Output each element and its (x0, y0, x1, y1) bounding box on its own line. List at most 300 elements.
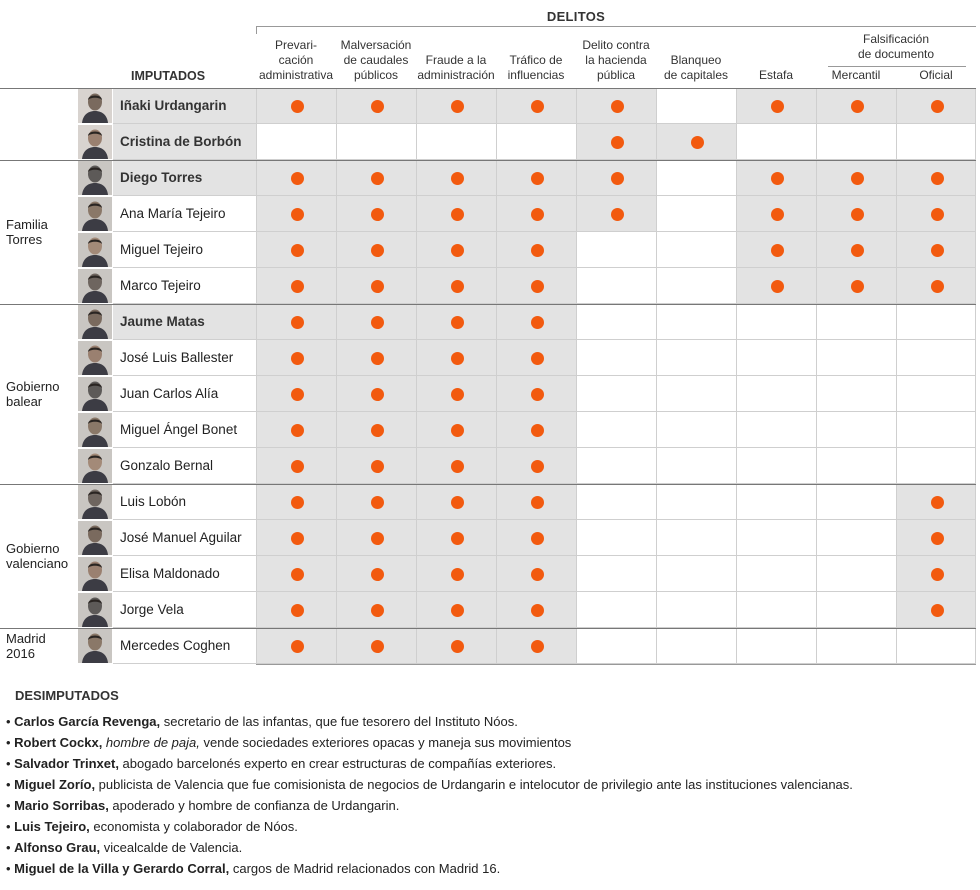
crime-cell-prevaricacion (256, 268, 336, 304)
imputado-name: Diego Torres (113, 160, 256, 196)
avatar (78, 485, 112, 519)
crime-dot (931, 244, 944, 257)
group-label-line: Torres (6, 232, 43, 247)
group-label (6, 217, 48, 247)
column-header-estafa (736, 38, 816, 88)
avatar (78, 413, 112, 447)
imputado-name: Ana María Tejeiro (113, 196, 256, 232)
crime-dot (771, 280, 784, 293)
crime-dot (291, 280, 304, 293)
column-header-line: cación (278, 53, 314, 67)
crime-cell-hacienda (576, 196, 656, 232)
crime-dot (931, 280, 944, 293)
crime-dot (851, 244, 864, 257)
crime-cell-blanqueo (656, 340, 736, 376)
crime-cell-oficial (896, 628, 976, 664)
crime-dot (531, 568, 544, 581)
crime-cell-hacienda (576, 232, 656, 268)
crime-dot (531, 208, 544, 221)
crime-cell-mercantil (816, 484, 896, 520)
desimputado-name: Luis Tejeiro, (14, 819, 90, 834)
imputado-name: Miguel Tejeiro (113, 232, 256, 268)
avatar (78, 233, 112, 267)
crime-cell-estafa (736, 160, 816, 196)
group-label-line: valenciano (6, 556, 69, 571)
crime-dot (451, 244, 464, 257)
crime-dot (371, 496, 384, 509)
avatar (78, 161, 112, 195)
crime-dot (531, 532, 544, 545)
crime-cell-prevaricacion (256, 124, 336, 160)
crime-cell-prevaricacion (256, 340, 336, 376)
crime-dot (371, 100, 384, 113)
desimputado-name: Salvador Trinxet, (14, 756, 119, 771)
crime-cell-trafico (496, 232, 576, 268)
crime-cell-mercantil (816, 88, 896, 124)
crime-cell-fraude (416, 592, 496, 628)
crime-dot (931, 568, 944, 581)
crime-cell-prevaricacion (256, 628, 336, 664)
group-label-line: Gobierno (6, 541, 60, 556)
crime-cell-trafico (496, 556, 576, 592)
column-header-line: Estafa (758, 68, 794, 82)
crime-cell-mercantil (816, 520, 896, 556)
table-row (0, 124, 980, 160)
crime-cell-blanqueo (656, 196, 736, 232)
crime-cell-oficial (896, 268, 976, 304)
delitos-bracket-tick (256, 26, 257, 34)
crime-dot (771, 100, 784, 113)
crime-cell-blanqueo (656, 628, 736, 664)
imputado-name: Cristina de Borbón (113, 124, 256, 160)
crime-dot (291, 460, 304, 473)
crime-cell-hacienda (576, 268, 656, 304)
crime-cell-trafico (496, 376, 576, 412)
crime-cell-trafico (496, 484, 576, 520)
crime-cell-prevaricacion (256, 556, 336, 592)
imputado-name: Jaume Matas (113, 304, 256, 340)
crime-cell-oficial (896, 160, 976, 196)
desimputado-name: Alfonso Grau, (14, 840, 101, 855)
crime-cell-blanqueo (656, 520, 736, 556)
crime-dot (291, 208, 304, 221)
column-header-line: Tráfico de (509, 53, 563, 67)
crime-dot (371, 424, 384, 437)
crime-dot (451, 316, 464, 329)
crime-cell-hacienda (576, 628, 656, 664)
crime-dot (531, 244, 544, 257)
avatar (78, 557, 112, 591)
crime-cell-malversacion (336, 268, 416, 304)
crime-cell-estafa (736, 124, 816, 160)
crime-dot (531, 172, 544, 185)
table-row (0, 304, 980, 340)
column-header-fraude (416, 38, 496, 88)
crime-dot (371, 316, 384, 329)
crime-cell-malversacion (336, 304, 416, 340)
imputado-name: Juan Carlos Alía (113, 376, 256, 412)
crime-dot (451, 208, 464, 221)
crime-cell-oficial (896, 376, 976, 412)
desimputado-description: secretario de las infantas, que fue tesorero del Instituto Nóos. (160, 714, 518, 729)
crime-cell-blanqueo (656, 376, 736, 412)
crime-cell-malversacion (336, 88, 416, 124)
crime-cell-trafico (496, 196, 576, 232)
crime-dot (611, 136, 624, 149)
crime-dot (931, 172, 944, 185)
crime-dot (451, 424, 464, 437)
crime-cell-prevaricacion (256, 484, 336, 520)
table-row (0, 232, 980, 268)
group-separator (0, 484, 976, 485)
desimputado-description: abogado barcelonés experto en crear estructuras de compañías exteriores. (118, 756, 557, 771)
column-header-line: la hacienda (585, 53, 647, 67)
crime-cell-estafa (736, 592, 816, 628)
crime-cell-trafico (496, 124, 576, 160)
crime-cell-mercantil (816, 160, 896, 196)
crime-cell-estafa (736, 520, 816, 556)
avatar (78, 305, 112, 339)
delitos-bracket (256, 26, 976, 27)
desimputado-item: • Robert Cockx, hombre de paja, vende sociedades exteriores opacas y maneja sus movimientos (6, 735, 572, 750)
table-row (0, 484, 980, 520)
crime-dot (451, 352, 464, 365)
desimputado-description: economista y colaborador de Nóos. (89, 819, 298, 834)
crime-dot (291, 352, 304, 365)
table-row (0, 628, 980, 664)
crime-dot (371, 532, 384, 545)
crime-dot (851, 280, 864, 293)
crime-cell-malversacion (336, 196, 416, 232)
crime-cell-malversacion (336, 412, 416, 448)
crime-dot (531, 424, 544, 437)
column-header-trafico (496, 38, 576, 88)
crime-cell-mercantil (816, 268, 896, 304)
desimputado-item: • Miguel Zorío, publicista de Valencia que fue comisionista de negocios de Urdangarin e intelocutor de privilegio ante las instituciones valencianas. (6, 777, 853, 792)
crime-dot (531, 352, 544, 365)
crime-cell-estafa (736, 88, 816, 124)
table-row (0, 520, 980, 556)
crime-cell-fraude (416, 376, 496, 412)
avatar (78, 521, 112, 555)
column-header-malversacion (336, 38, 416, 88)
crime-dot (531, 460, 544, 473)
crime-cell-mercantil (816, 124, 896, 160)
crime-cell-prevaricacion (256, 376, 336, 412)
crime-cell-blanqueo (656, 304, 736, 340)
crime-cell-fraude (416, 196, 496, 232)
crime-cell-fraude (416, 412, 496, 448)
crime-cell-hacienda (576, 592, 656, 628)
crime-cell-trafico (496, 160, 576, 196)
crime-dot (771, 172, 784, 185)
crime-cell-fraude (416, 268, 496, 304)
column-header-line: Mercantil (831, 68, 881, 82)
crime-dot (371, 604, 384, 617)
crime-cell-malversacion (336, 340, 416, 376)
crime-dot (611, 172, 624, 185)
crime-dot (371, 640, 384, 653)
imputado-name: Miguel Ángel Bonet (113, 412, 256, 448)
desimputado-name: Mario Sorribas, (14, 798, 109, 813)
avatar (78, 125, 112, 159)
crime-cell-hacienda (576, 520, 656, 556)
crime-cell-hacienda (576, 484, 656, 520)
delitos-header: DELITOS (546, 9, 606, 24)
crime-cell-blanqueo (656, 556, 736, 592)
imputado-name: Luis Lobón (113, 484, 256, 520)
crime-dot (291, 496, 304, 509)
crime-cell-blanqueo (656, 160, 736, 196)
imputados-header: IMPUTADOS (131, 69, 206, 83)
crime-dot (931, 496, 944, 509)
imputado-name: Gonzalo Bernal (113, 448, 256, 484)
group-label (6, 541, 68, 571)
column-header-line: de capitales (663, 68, 729, 82)
avatar (78, 377, 112, 411)
crime-cell-oficial (896, 304, 976, 340)
crime-dot (531, 388, 544, 401)
crime-cell-trafico (496, 268, 576, 304)
crime-cell-hacienda (576, 376, 656, 412)
crime-cell-fraude (416, 88, 496, 124)
column-header-blanqueo (656, 38, 736, 88)
avatar (78, 89, 112, 123)
crime-cell-oficial (896, 88, 976, 124)
crime-cell-oficial (896, 556, 976, 592)
group-separator (0, 628, 976, 629)
crime-cell-fraude (416, 304, 496, 340)
crime-cell-mercantil (816, 196, 896, 232)
crime-cell-estafa (736, 196, 816, 232)
crime-dot (451, 172, 464, 185)
crime-cell-trafico (496, 412, 576, 448)
crime-cell-blanqueo (656, 412, 736, 448)
table-row (0, 340, 980, 376)
crime-cell-mercantil (816, 340, 896, 376)
desimputado-item: • Mario Sorribas, apoderado y hombre de confianza de Urdangarin. (6, 798, 400, 813)
crime-cell-trafico (496, 340, 576, 376)
crime-cell-malversacion (336, 556, 416, 592)
crime-cell-estafa (736, 268, 816, 304)
crime-dot (371, 352, 384, 365)
crime-dot (451, 100, 464, 113)
crime-cell-oficial (896, 412, 976, 448)
crime-cell-prevaricacion (256, 160, 336, 196)
crime-cell-prevaricacion (256, 232, 336, 268)
crime-cell-malversacion (336, 124, 416, 160)
crime-cell-prevaricacion (256, 88, 336, 124)
group-label-line: Familia (6, 217, 48, 232)
avatar (78, 593, 112, 627)
column-header-line: Blanqueo (670, 53, 722, 67)
crime-cell-trafico (496, 448, 576, 484)
imputado-name: Jorge Vela (113, 592, 256, 628)
crime-cell-hacienda (576, 160, 656, 196)
crime-cell-blanqueo (656, 592, 736, 628)
falsificacion-line-2: de documento (857, 47, 935, 61)
imputado-name: Iñaki Urdangarin (113, 88, 256, 124)
avatar (78, 629, 112, 663)
crime-cell-fraude (416, 628, 496, 664)
crime-cell-fraude (416, 520, 496, 556)
crime-cell-hacienda (576, 340, 656, 376)
crime-cell-hacienda (576, 448, 656, 484)
desimputado-name: Miguel de la Villa y Gerardo Corral, (14, 861, 230, 876)
crime-cell-oficial (896, 232, 976, 268)
crime-cell-estafa (736, 232, 816, 268)
crime-cell-fraude (416, 232, 496, 268)
crime-cell-prevaricacion (256, 592, 336, 628)
avatar (78, 197, 112, 231)
crime-dot (291, 244, 304, 257)
crime-cell-malversacion (336, 520, 416, 556)
table-row (0, 196, 980, 232)
crime-dot (771, 208, 784, 221)
crime-dot (611, 100, 624, 113)
crime-cell-fraude (416, 448, 496, 484)
crime-cell-blanqueo (656, 232, 736, 268)
crime-cell-malversacion (336, 448, 416, 484)
crime-dot (451, 604, 464, 617)
crime-dot (291, 532, 304, 545)
crime-dot (291, 316, 304, 329)
crime-dot (291, 172, 304, 185)
imputado-name: Marco Tejeiro (113, 268, 256, 304)
table-row (0, 88, 980, 124)
desimputado-description: vicealcalde de Valencia. (100, 840, 243, 855)
table-row (0, 412, 980, 448)
crime-cell-prevaricacion (256, 196, 336, 232)
crime-dot (531, 604, 544, 617)
crime-dot (371, 568, 384, 581)
crime-cell-mercantil (816, 556, 896, 592)
column-header-line: administrativa (258, 68, 334, 82)
imputado-name: Elisa Maldonado (113, 556, 256, 592)
desimputado-description: vende sociedades exteriores opacas y maneja sus movimientos (199, 735, 572, 750)
crime-cell-estafa (736, 448, 816, 484)
table-row (0, 268, 980, 304)
crime-cell-blanqueo (656, 124, 736, 160)
desimputado-item: • Carlos García Revenga, secretario de las infantas, que fue tesorero del Instituto Nóos. (6, 714, 518, 729)
desimputados-title: DESIMPUTADOS (15, 688, 119, 703)
crime-cell-mercantil (816, 592, 896, 628)
crime-cell-malversacion (336, 592, 416, 628)
crime-cell-fraude (416, 160, 496, 196)
imputado-name: José Manuel Aguilar (113, 520, 256, 556)
crime-dot (291, 100, 304, 113)
group-label (6, 379, 59, 409)
group-label-line: balear (6, 394, 43, 409)
crime-dot (451, 280, 464, 293)
desimputado-name: Carlos García Revenga, (14, 714, 161, 729)
crime-dot (371, 460, 384, 473)
falsificacion-line-1: Falsificación (862, 32, 930, 46)
desimputado-italic: hombre de paja, (102, 735, 200, 750)
crime-cell-blanqueo (656, 88, 736, 124)
desimputado-description: cargos de Madrid relacionados con Madrid 16. (229, 861, 501, 876)
crime-cell-estafa (736, 304, 816, 340)
column-header-line: Prevari- (274, 38, 317, 52)
imputado-name: José Luis Ballester (113, 340, 256, 376)
crime-dot (611, 208, 624, 221)
table-row (0, 592, 980, 628)
crime-dot (291, 640, 304, 653)
crime-cell-hacienda (576, 412, 656, 448)
group-label (6, 631, 46, 661)
crime-cell-prevaricacion (256, 448, 336, 484)
crime-cell-estafa (736, 628, 816, 664)
crime-cell-trafico (496, 88, 576, 124)
desimputado-item: • Miguel de la Villa y Gerardo Corral, cargos de Madrid relacionados con Madrid 16. (6, 861, 501, 876)
crime-dot (531, 280, 544, 293)
group-label-line: 2016 (6, 646, 35, 661)
crime-dot (451, 496, 464, 509)
crime-dot (371, 208, 384, 221)
crime-cell-trafico (496, 592, 576, 628)
crime-cell-malversacion (336, 232, 416, 268)
crime-cell-estafa (736, 412, 816, 448)
crime-cell-fraude (416, 124, 496, 160)
table-row (0, 376, 980, 412)
crime-cell-estafa (736, 340, 816, 376)
crime-dot (451, 532, 464, 545)
crime-cell-estafa (736, 376, 816, 412)
crime-cell-mercantil (816, 376, 896, 412)
desimputado-name: Robert Cockx, (14, 735, 103, 750)
crime-dot (691, 136, 704, 149)
crime-dot (451, 640, 464, 653)
crime-dot (531, 316, 544, 329)
crime-dot (931, 532, 944, 545)
crime-dot (451, 388, 464, 401)
column-header-line: pública (596, 68, 636, 82)
group-separator (0, 88, 976, 89)
crime-cell-fraude (416, 556, 496, 592)
crime-cell-hacienda (576, 556, 656, 592)
group-separator (0, 304, 976, 305)
crime-dot (931, 604, 944, 617)
crime-cell-prevaricacion (256, 520, 336, 556)
crime-dot (531, 496, 544, 509)
column-header-line: Oficial (919, 68, 953, 82)
table-row (0, 448, 980, 484)
crime-dot (851, 100, 864, 113)
crime-dot (851, 208, 864, 221)
desimputados-list (6, 711, 976, 879)
crime-dot (531, 640, 544, 653)
crime-cell-oficial (896, 520, 976, 556)
crime-cell-malversacion (336, 160, 416, 196)
group-label-line: Madrid (6, 631, 46, 646)
falsificacion-header (816, 32, 976, 62)
desimputado-item: • Salvador Trinxet, abogado barcelonés experto en crear estructuras de compañías exteriores. (6, 756, 557, 771)
crime-cell-mercantil (816, 232, 896, 268)
desimputado-description: apoderado y hombre de confianza de Urdangarin. (108, 798, 400, 813)
crime-cell-oficial (896, 448, 976, 484)
avatar (78, 449, 112, 483)
column-header-line: Malversación (340, 38, 412, 52)
desimputado-item: • Luis Tejeiro, economista y colaborador de Nóos. (6, 819, 298, 834)
crime-cell-fraude (416, 484, 496, 520)
crime-cell-hacienda (576, 88, 656, 124)
crime-cell-prevaricacion (256, 304, 336, 340)
crime-cell-prevaricacion (256, 412, 336, 448)
crime-dot (371, 244, 384, 257)
crime-cell-estafa (736, 484, 816, 520)
crime-cell-malversacion (336, 628, 416, 664)
crime-dot (931, 208, 944, 221)
